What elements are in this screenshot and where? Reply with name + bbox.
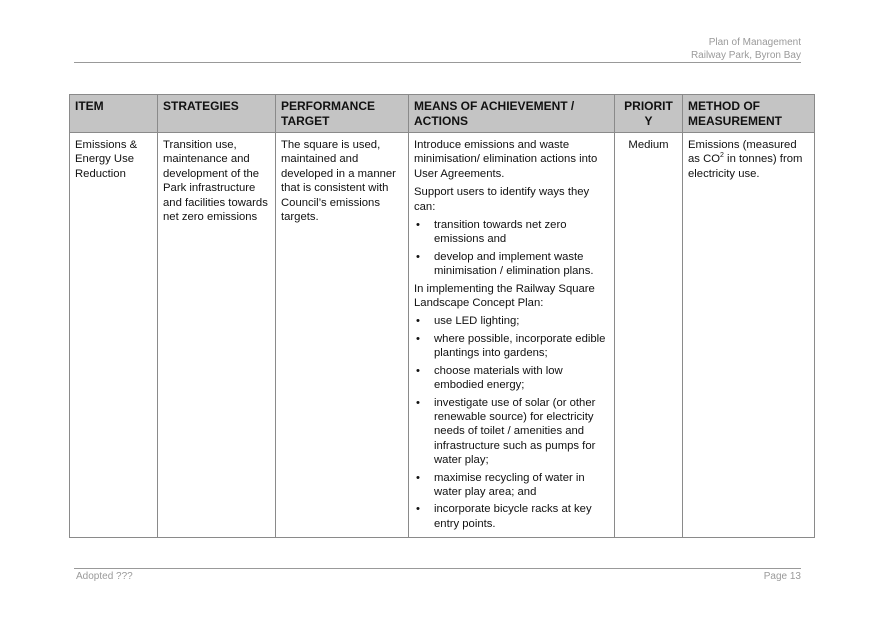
method-text: Emissions (measured as CO	[688, 139, 797, 166]
cell-strategies: Transition use, maintenance and development of the Park infrastructure and facilities towards net zero emissions	[158, 133, 276, 538]
col-header-means: MEANS OF ACHIEVEMENT / ACTIONS	[409, 95, 615, 133]
means-paragraph: Introduce emissions and waste minimisation/ elimination actions into User Agreements.	[414, 139, 598, 180]
list-item: • investigate use of solar (or other renewable source) for electricity needs of toilet / amenities and infrastructure such as pumps for water play;	[414, 396, 609, 468]
means-list-support	[414, 218, 609, 279]
header-subtitle: Railway Park, Byron Bay	[690, 50, 801, 61]
means-paragraph: Support users to identify ways they can:	[414, 186, 590, 213]
management-plan-table	[69, 94, 815, 538]
adoption-status: Adopted ???	[76, 571, 133, 582]
header-title: Plan of Management	[708, 37, 801, 48]
col-header-item: ITEM	[70, 95, 158, 133]
table-header-row	[70, 95, 815, 133]
footer-divider	[74, 568, 801, 569]
cell-priority: Medium	[615, 133, 683, 538]
list-item: • where possible, incorporate edible plantings into gardens;	[414, 332, 609, 361]
list-item: • maximise recycling of water in water play area; and	[414, 471, 609, 500]
cell-item: Emissions & Energy Use Reduction	[70, 133, 158, 538]
header-divider	[74, 62, 801, 63]
cell-performance-target: The square is used, maintained and developed in a manner that is consistent with Council’s emissions targets.	[276, 133, 409, 538]
means-paragraph: In implementing the Railway Square Landscape Concept Plan:	[414, 282, 595, 310]
cell-means	[409, 133, 615, 538]
col-header-performance-target: PERFORMANCE TARGET	[276, 95, 409, 133]
method-superscript: 2	[720, 152, 724, 160]
table-row	[70, 133, 815, 538]
col-header-strategies: STRATEGIES	[158, 95, 276, 133]
list-item: • incorporate bicycle racks at key entry points.	[414, 502, 609, 531]
page-number: Page 13	[763, 571, 801, 582]
method-text-end: in tonnes) from electricity use.	[688, 153, 803, 180]
list-item: • use LED lighting;	[414, 314, 609, 328]
means-list-concept-plan	[414, 314, 609, 531]
col-header-method: METHOD OF MEASUREMENT	[683, 95, 815, 133]
list-item: • develop and implement waste minimisation / elimination plans.	[414, 250, 609, 279]
page-header	[691, 36, 801, 62]
list-item: • choose materials with low embodied energy;	[414, 364, 609, 393]
cell-method	[683, 133, 815, 538]
col-header-priority: PRIORIT Y	[615, 95, 683, 133]
list-item: • transition towards net zero emissions and	[414, 218, 609, 247]
